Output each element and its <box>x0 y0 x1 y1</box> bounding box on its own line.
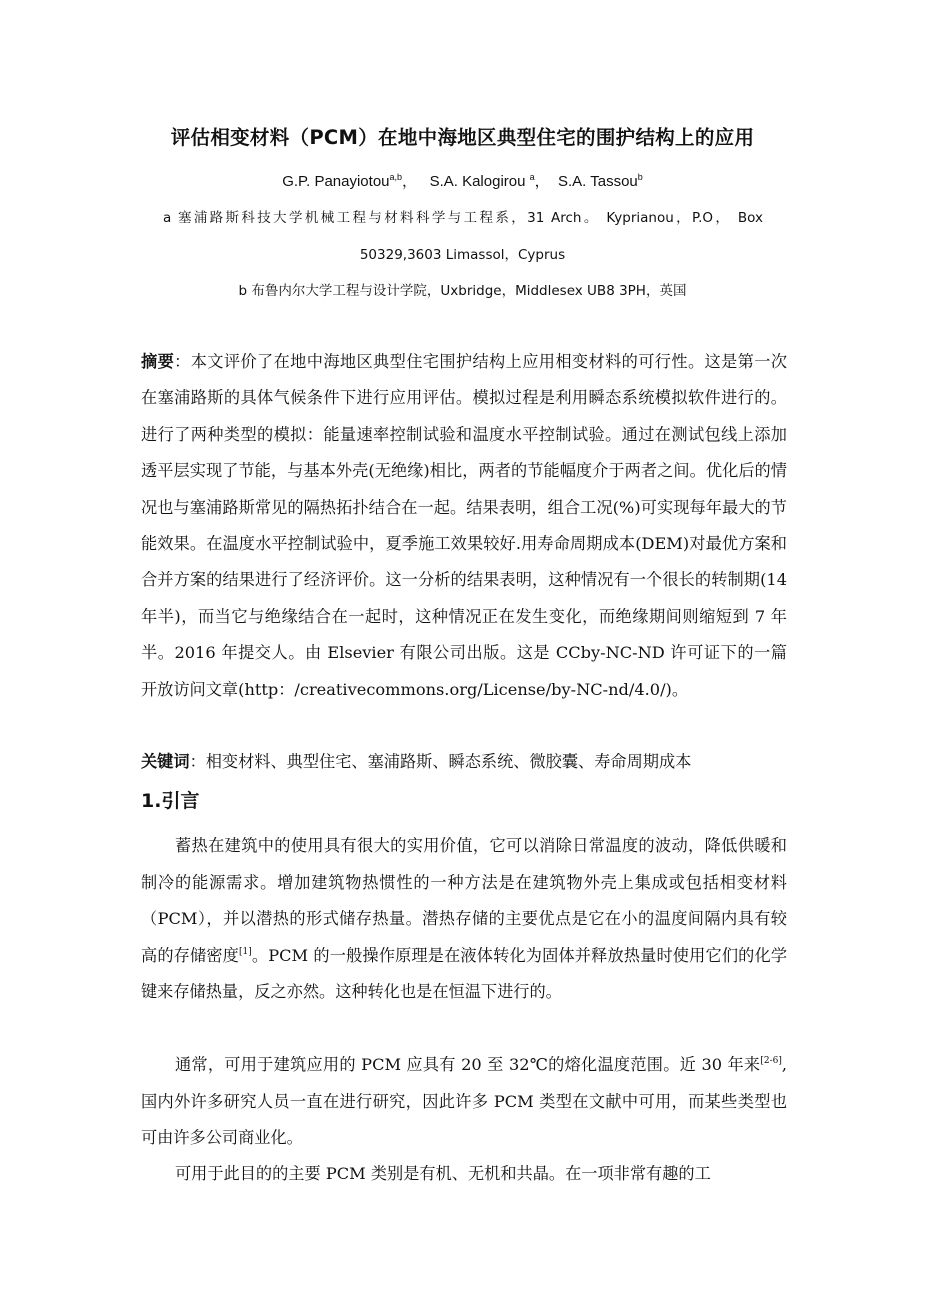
keywords-label: 关键词 <box>141 752 190 771</box>
author-affiliation-mark: b <box>637 172 643 182</box>
paper-title: 评估相变材料（PCM）在地中海地区典型住宅的围护结构上的应用 <box>170 126 755 149</box>
author-affiliation-mark: a <box>529 172 535 182</box>
abstract <box>141 344 787 708</box>
citation-ref[interactable]: [1] <box>239 946 252 957</box>
paragraph-text: ,国内外许多研究人员一直在进行研究，因此许多 PCM 类型在文献中可用，而某些类型也可由许多公司商业化。 <box>141 1055 787 1147</box>
section-heading: 1.引言 <box>141 790 200 812</box>
affiliation-b: b 布鲁内尔大学工程与设计学院，Uxbridge，Middlesex UB8 3PH，英国 <box>238 283 687 299</box>
intro-paragraph-2 <box>141 1047 787 1157</box>
affiliation-a-line2: 50329,3603 Limassol，Cyprus <box>359 247 566 263</box>
author-list <box>0 170 925 191</box>
affiliation-a-line1: a 塞浦路斯科技大学机械工程与材料科学与工程系，31 Arch。 Kyprianou，P.O， Box <box>163 210 763 226</box>
author-affiliation-mark: a,b <box>389 172 403 182</box>
paragraph-text: 。PCM 的一般操作原理是在液体转化为固体并释放热量时使用它们的化学键来存储热量，反之亦然。这种转化也是在恒温下进行的。 <box>141 945 788 1001</box>
intro-paragraph-3: 可用于此目的的主要 PCM 类别是有机、无机和共晶。在一项非常有趣的工 <box>175 1164 711 1183</box>
keywords-text: ：相变材料、典型住宅、塞浦路斯、瞬态系统、微胶囊、寿命周期成本 <box>189 752 692 771</box>
author-separator: ， <box>534 173 550 190</box>
keywords <box>141 746 787 778</box>
paragraph-text: 蓄热在建筑中的使用具有很大的实用价值，它可以消除日常温度的波动，降低供暖和制冷的能源需求。增加建筑物热惯性的一种方法是在建筑物外壳上集成或包括相变材料（PCM），并以潜热的形式储存热量。潜热存储的主要优点是它在小的温度间隔内具有较高的存储密度 <box>141 836 787 965</box>
author-name: S.A. Tassou <box>558 173 638 190</box>
paragraph-text: 通常，可用于建筑应用的 PCM 应具有 20 至 32℃的熔化温度范围。近 30 年来 <box>175 1055 761 1074</box>
author-name: S.A. Kalogirou <box>429 173 526 190</box>
author-separator: ， <box>402 173 418 190</box>
author-name: G.P. Panayiotou <box>282 173 390 190</box>
abstract-text: ：本文评价了在地中海地区典型住宅围护结构上应用相变材料的可行性。这是第一次在塞浦路斯的具体气候条件下进行应用评估。模拟过程是利用瞬态系统模拟软件进行的。进行了两种类型的模拟：能量速率控制试验和温度水平控制试验。通过在测试包线上添加透平层实现了节能，与基本外壳(无绝缘)相比，两者的节能幅度介于两者之间。优化后的情况也与塞浦路斯常见的隔热拓扑结合在一起。结果表明，组合工况(%)可实现每年最大的节能效果。在温度水平控制试验中，夏季施工效果较好.用寿命周期成本(DEM)对最优方案和合并方案的结果进行了经济评价。这一分析的结果表明，这种情况有一个很长的转制期(14 年半)，而当它与绝缘结合在一起时，这种情况正在发生变化，而绝缘期间则缩短到 7 年半。2016 年提交人。由 Elsevier 有限公司出版。这是 CCby-NC-ND 许可证下的一篇开放访问文章(http：/creativecommons.org/License/by-NC-nd/4.0/)。 <box>141 352 788 699</box>
citation-ref[interactable]: [2-6] <box>760 1056 782 1066</box>
intro-paragraph-1 <box>141 828 787 1011</box>
abstract-label: 摘要 <box>141 352 175 371</box>
